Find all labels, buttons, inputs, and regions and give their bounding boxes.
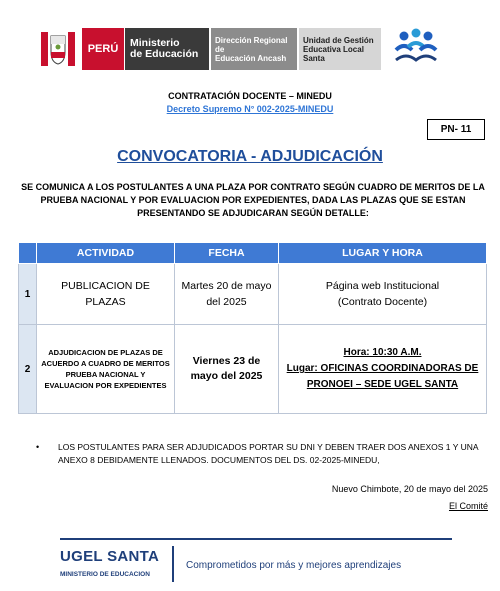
header-logos <box>36 28 381 70</box>
place-date-line: Nuevo Chimbote, 20 de mayo del 2025 <box>331 484 488 494</box>
row-number: 2 <box>19 325 37 414</box>
bullet-icon: • <box>36 442 40 452</box>
page-title: CONVOCATORIA - ADJUDICACIÓN <box>117 148 383 165</box>
row-activity: ADJUDICACION DE PLAZAS DE ACUERDO A CUADRO DE MERITOS PRUEBA NACIONAL Y EVALUACION POR EXPEDIENTES <box>37 325 175 414</box>
row-place-time: Hora: 10:30 A.M. <box>343 347 422 358</box>
requirements-note <box>38 441 488 467</box>
footer-divider <box>60 538 452 540</box>
table-header-row <box>19 243 487 264</box>
decree-link[interactable]: Decreto Supremo N° 002-2025-MINEDU <box>166 104 334 114</box>
document-code-box <box>427 119 485 140</box>
footer-org-name: UGEL SANTA <box>60 548 160 565</box>
table-row <box>19 264 487 325</box>
table-header-place: LUGAR Y HORA <box>279 243 487 264</box>
row-activity: PUBLICACION DE PLAZAS <box>37 264 175 325</box>
signature: El Comité <box>448 501 488 511</box>
row-number: 1 <box>19 264 37 325</box>
row-place-line2: (Contrato Docente) <box>337 296 428 308</box>
table-header-date: FECHA <box>175 243 279 264</box>
table-row <box>19 325 487 414</box>
requirements-text: LOS POSTULANTES PARA SER ADJUDICADOS PORTAR SU DNI Y DEBEN TRAER DOS ANEXOS 1 Y UNA ANEXO 8 DEBIDAMENTE LLENADOS. DOCUMENTOS DEL DS. 02-2025-MINEDU, <box>58 442 479 465</box>
row-date: Martes 20 de mayo del 2025 <box>175 264 279 325</box>
row-place <box>279 264 487 325</box>
document-code: PN- 11 <box>440 124 472 135</box>
footer-ministry: MINISTERIO DE EDUCACION <box>60 571 150 578</box>
row-place-location: Lugar: OFICINAS COORDINADORAS DE PRONOEI – SEDE UGEL SANTA <box>286 363 479 390</box>
table-header-activity: ACTIVIDAD <box>37 243 175 264</box>
table-header-num <box>19 243 37 264</box>
footer-vertical-divider <box>172 546 174 582</box>
ugel-people-icon <box>392 28 440 68</box>
row-date: Viernes 23 de mayo del 2025 <box>175 325 279 414</box>
schedule-table <box>18 242 487 414</box>
peru-coat-of-arms-icon <box>36 28 80 70</box>
minedu-logo: Ministerio de Educación <box>125 28 209 70</box>
ugel-logo: Unidad de Gestión Educativa Local Santa <box>299 28 381 70</box>
peru-logo: PERÚ <box>82 28 124 70</box>
row-place-line1: Página web Institucional <box>325 280 440 292</box>
drea-logo: Dirección Regional de Educación Ancash <box>211 28 297 70</box>
footer-slogan: Comprometidos por más y mejores aprendizajes <box>186 560 402 571</box>
document-heading: CONTRATACIÓN DOCENTE – MINEDU <box>168 91 332 101</box>
row-place <box>279 325 487 414</box>
intro-paragraph: SE COMUNICA A LOS POSTULANTES A UNA PLAZA POR CONTRATO SEGÚN CUADRO DE MERITOS DE LA PRUEBA NACIONAL Y POR EVALUACION POR EXPEDIENTES, DADA LAS PLAZAS QUE SE ESTAN PRESENTANDO SE ADJUDICARAN SEGÚN DETALLE: <box>21 182 485 218</box>
